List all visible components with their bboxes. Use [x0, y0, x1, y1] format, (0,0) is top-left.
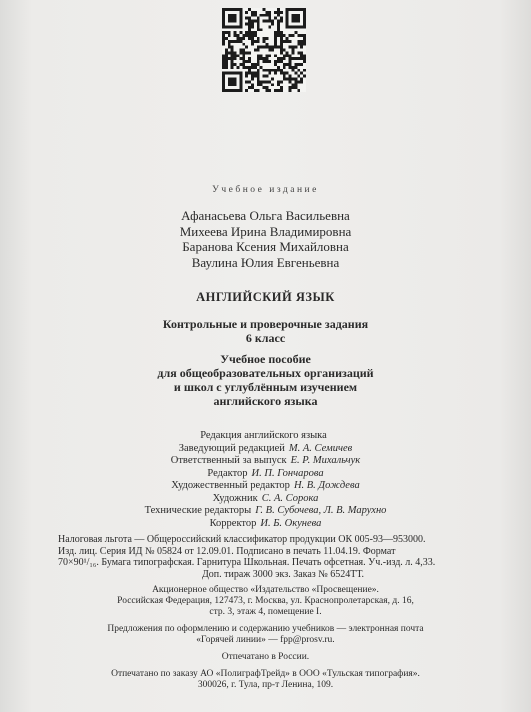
staff-role: Редактор — [207, 467, 248, 479]
print-line: Изд. лиц. Серия ИД № 05824 от 12.09.01. Подписано в печать 11.04.19. Формат — [58, 545, 396, 557]
printer-line: 300026, г. Тула, пр-т Ленина, 109. — [197, 680, 334, 690]
book-purpose — [0, 352, 531, 408]
staff-role: Корректор — [209, 517, 257, 529]
print-line: Доп. тираж 3000 экз. Заказ № 6524ТТ. — [201, 568, 364, 580]
editorial-staff — [0, 430, 531, 530]
staff-role: Технические редакторы — [144, 505, 252, 516]
staff-name: М. А. Семичев — [288, 442, 353, 454]
staff-row — [0, 480, 531, 493]
printer-line: Отпечатано по заказу АО «ПолиграфТрейд» в ООО «Тульская типография». — [111, 669, 420, 679]
staff-role: Редакция английского языка — [200, 430, 327, 441]
purpose-line: и школ с углублённым изучением — [173, 380, 358, 394]
staff-row — [0, 493, 531, 506]
print-line: 70×90¹/₁₆. Бумага типографская. Гарнитура Школьная. Печать офсетная. Уч.-изд. л. 4,33. — [58, 557, 436, 568]
staff-row — [0, 505, 531, 518]
staff-role: Ответственный за выпуск — [170, 455, 287, 466]
staff-row — [0, 455, 531, 468]
purpose-line: английского языка — [213, 394, 318, 408]
staff-name: Е. Р. Михальчук — [290, 455, 361, 466]
print-line: Налоговая льгота — Общероссийский классификатор продукции ОК 005-93—953000. — [58, 534, 426, 545]
purpose-line: Учебное пособие — [220, 352, 311, 366]
author: Афанасьева Ольга Васильевна — [181, 208, 350, 223]
staff-row — [0, 443, 531, 456]
qr-code-icon — [222, 8, 306, 92]
subtitle-line: Контрольные и проверочные задания — [162, 317, 369, 331]
staff-row — [0, 468, 531, 481]
staff-role: Художественный редактор — [171, 480, 290, 491]
staff-name: И. Б. Окунева — [260, 517, 322, 529]
proposals-line: «Горячей линии» — fpp@prosv.ru. — [196, 635, 335, 645]
publisher-info — [0, 585, 531, 691]
staff-row — [0, 430, 531, 443]
authors-list — [0, 208, 531, 270]
staff-name: Н. В. Дождева — [293, 480, 360, 491]
purpose-line: для общеобразовательных организаций — [157, 366, 374, 380]
proposals-line: Предложения по оформлению и содержанию учебников — электронная почта — [107, 624, 424, 634]
publisher-line: Акционерное общество «Издательство «Просвещение». — [152, 585, 379, 595]
author: Ваулина Юлия Евгеньевна — [191, 254, 340, 270]
printed-in: Отпечатано в России. — [221, 652, 310, 662]
publisher-line: Российская Федерация, 127473, г. Москва, ул. Краснопролетарская, д. 16, — [117, 596, 414, 606]
staff-name: И. П. Гончарова — [251, 467, 324, 479]
book-subject: АНГЛИЙСКИЙ ЯЗЫК — [196, 290, 335, 304]
print-details — [58, 534, 508, 580]
staff-role: Художник — [212, 492, 258, 504]
edition-type: Учебное издание — [212, 185, 319, 195]
publisher-line: стр. 3, этаж 4, помещение I. — [209, 607, 322, 617]
staff-row — [0, 518, 531, 531]
staff-name: С. А. Сорока — [261, 492, 319, 504]
staff-role: Заведующий редакцией — [178, 442, 285, 454]
author: Михеева Ирина Владимировна — [179, 223, 352, 239]
author: Баранова Ксения Михайловна — [182, 239, 349, 254]
grade-line: 6 класс — [245, 331, 286, 345]
book-subtitle — [0, 317, 531, 345]
staff-name: Г. В. Субочева, Л. В. Марухно — [255, 505, 387, 516]
